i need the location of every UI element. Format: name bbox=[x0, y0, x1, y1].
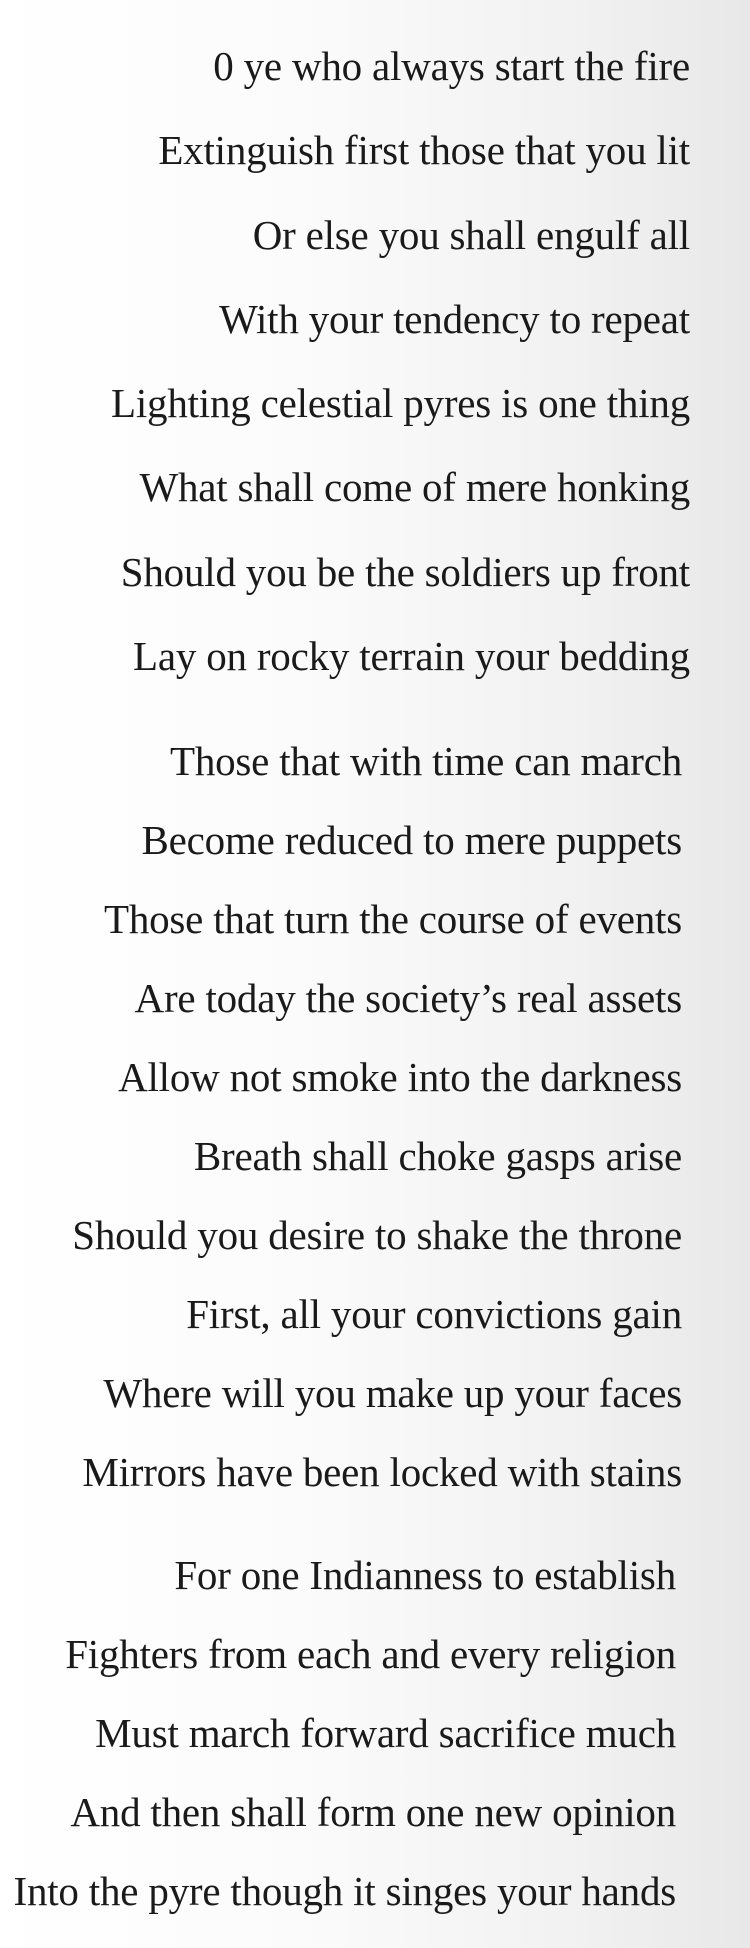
poem-line: Breath shall choke gasps arise bbox=[193, 1133, 682, 1180]
poem-line: Are today the society’s real assets bbox=[134, 975, 682, 1022]
stanza-1 bbox=[0, 24, 690, 698]
poem-line: Those that turn the course of events bbox=[103, 896, 682, 943]
poem-line: Mirrors have been locked with stains bbox=[82, 1449, 682, 1496]
stanza-2 bbox=[0, 722, 682, 1512]
poem-line: What shall come of mere honking bbox=[139, 464, 690, 511]
poem-line: Should you be the soldiers up front bbox=[120, 548, 690, 595]
poem-line: 0 ye who always start the fire bbox=[213, 43, 690, 89]
poem-line: Extinguish first those that you lit bbox=[158, 127, 690, 174]
stanza-3 bbox=[0, 1536, 676, 1931]
poem-line: Become reduced to mere puppets bbox=[141, 817, 682, 864]
poem-line: Allow not smoke into the darkness bbox=[118, 1054, 682, 1101]
poem-line: Fighters from each and every religion bbox=[65, 1631, 676, 1678]
poem-line: Or else you shall engulf all bbox=[252, 211, 690, 258]
poem-line: Into the pyre though it singes your hands bbox=[13, 1868, 676, 1915]
poem-line: Must march forward sacrifice much bbox=[95, 1710, 676, 1757]
poem-line: Lay on rocky terrain your bedding bbox=[133, 633, 690, 680]
poem-line: First, all your convictions gain bbox=[186, 1291, 682, 1338]
poem-line: Where will you make up your faces bbox=[103, 1370, 682, 1417]
poem-line: With your tendency to repeat bbox=[219, 295, 690, 342]
poem-line: And then shall form one new opinion bbox=[70, 1789, 676, 1836]
poem-line: For one Indianness to establish bbox=[174, 1552, 676, 1599]
poem-line: Those that with time can march bbox=[169, 738, 682, 785]
poem-line: Lighting celestial pyres is one thing bbox=[110, 380, 690, 427]
poem-line: Should you desire to shake the throne bbox=[72, 1212, 682, 1259]
